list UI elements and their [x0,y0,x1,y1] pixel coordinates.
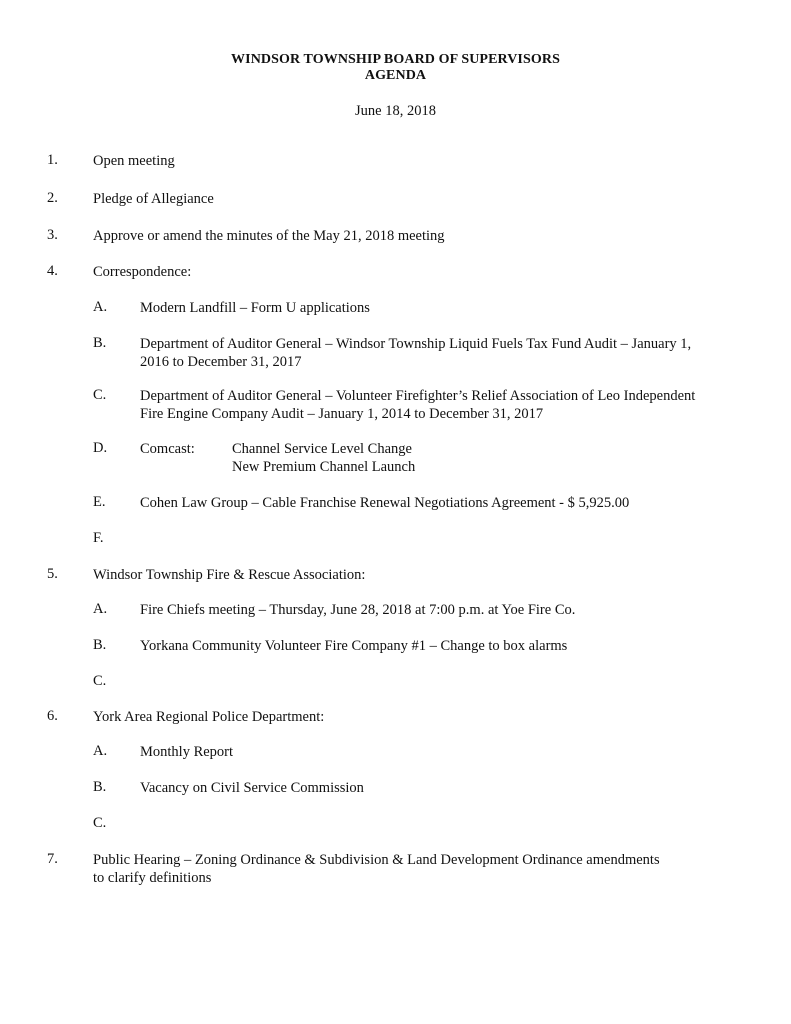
comcast-details [232,440,415,476]
subitem-line: Department of Auditor General – Windsor Township Liquid Fuels Tax Fund Audit – January 1, [140,336,692,352]
subitem-text: Modern Landfill – Form U applications [140,300,370,316]
agenda-item-police: York Area Regional Police Department: [93,709,325,725]
subitem-text [140,335,750,371]
item-line: Public Hearing – Zoning Ordinance & Subdivision & Land Development Ordinance amendments [93,852,660,868]
subitem-line: New Premium Channel Launch [232,459,416,475]
agenda-item-pledge: Pledge of Allegiance [93,191,214,207]
item-number: 1. [47,152,58,168]
subitem-letter: C. [93,815,107,831]
item-number: 7. [47,851,58,867]
subitem-letter: B. [93,779,107,795]
subitem-letter: A. [93,601,108,617]
agenda-item-correspondence: Correspondence: [93,264,192,280]
item-number: 2. [47,190,58,206]
item-number: 5. [47,566,58,582]
subitem-letter: E. [93,494,106,510]
item-number: 3. [47,227,58,243]
subitem-letter: D. [93,440,108,456]
subitem-line: Department of Auditor General – Volunteer Firefighter’s Relief Association of Leo Independent [140,388,696,404]
subitem-text: Fire Chiefs meeting – Thursday, June 28, 2018 at 7:00 p.m. at Yoe Fire Co. [140,602,576,618]
subitem-text: Yorkana Community Volunteer Fire Company #1 – Change to box alarms [140,638,568,654]
meeting-date: June 18, 2018 [355,103,436,119]
subitem-letter: C. [93,387,107,403]
document-subtitle: AGENDA [364,68,427,83]
agenda-item-open-meeting: Open meeting [93,153,175,169]
subitem-line: Channel Service Level Change [232,441,412,457]
subitem-letter: F. [93,530,104,546]
document-title: WINDSOR TOWNSHIP BOARD OF SUPERVISORS [231,52,560,67]
subitem-letter: A. [93,299,108,315]
item-number: 6. [47,708,58,724]
agenda-item-minutes: Approve or amend the minutes of the May 21, 2018 meeting [93,228,445,244]
subitem-line: 2016 to December 31, 2017 [140,354,302,370]
agenda-item-fire-rescue: Windsor Township Fire & Rescue Association: [93,567,366,583]
comcast-label: Comcast: [140,441,195,457]
subitem-letter: B. [93,335,107,351]
subitem-letter: C. [93,673,107,689]
subitem-text: Cohen Law Group – Cable Franchise Renewal Negotiations Agreement - $ 5,925.00 [140,495,630,511]
agenda-item-public-hearing [93,851,753,887]
subitem-line: Fire Engine Company Audit – January 1, 2014 to December 31, 2017 [140,406,544,422]
subitem-letter: A. [93,743,108,759]
subitem-text [140,387,750,423]
item-line: to clarify definitions [93,870,212,886]
item-number: 4. [47,263,58,279]
subitem-text: Monthly Report [140,744,234,760]
subitem-letter: B. [93,637,107,653]
subitem-text: Vacancy on Civil Service Commission [140,780,364,796]
